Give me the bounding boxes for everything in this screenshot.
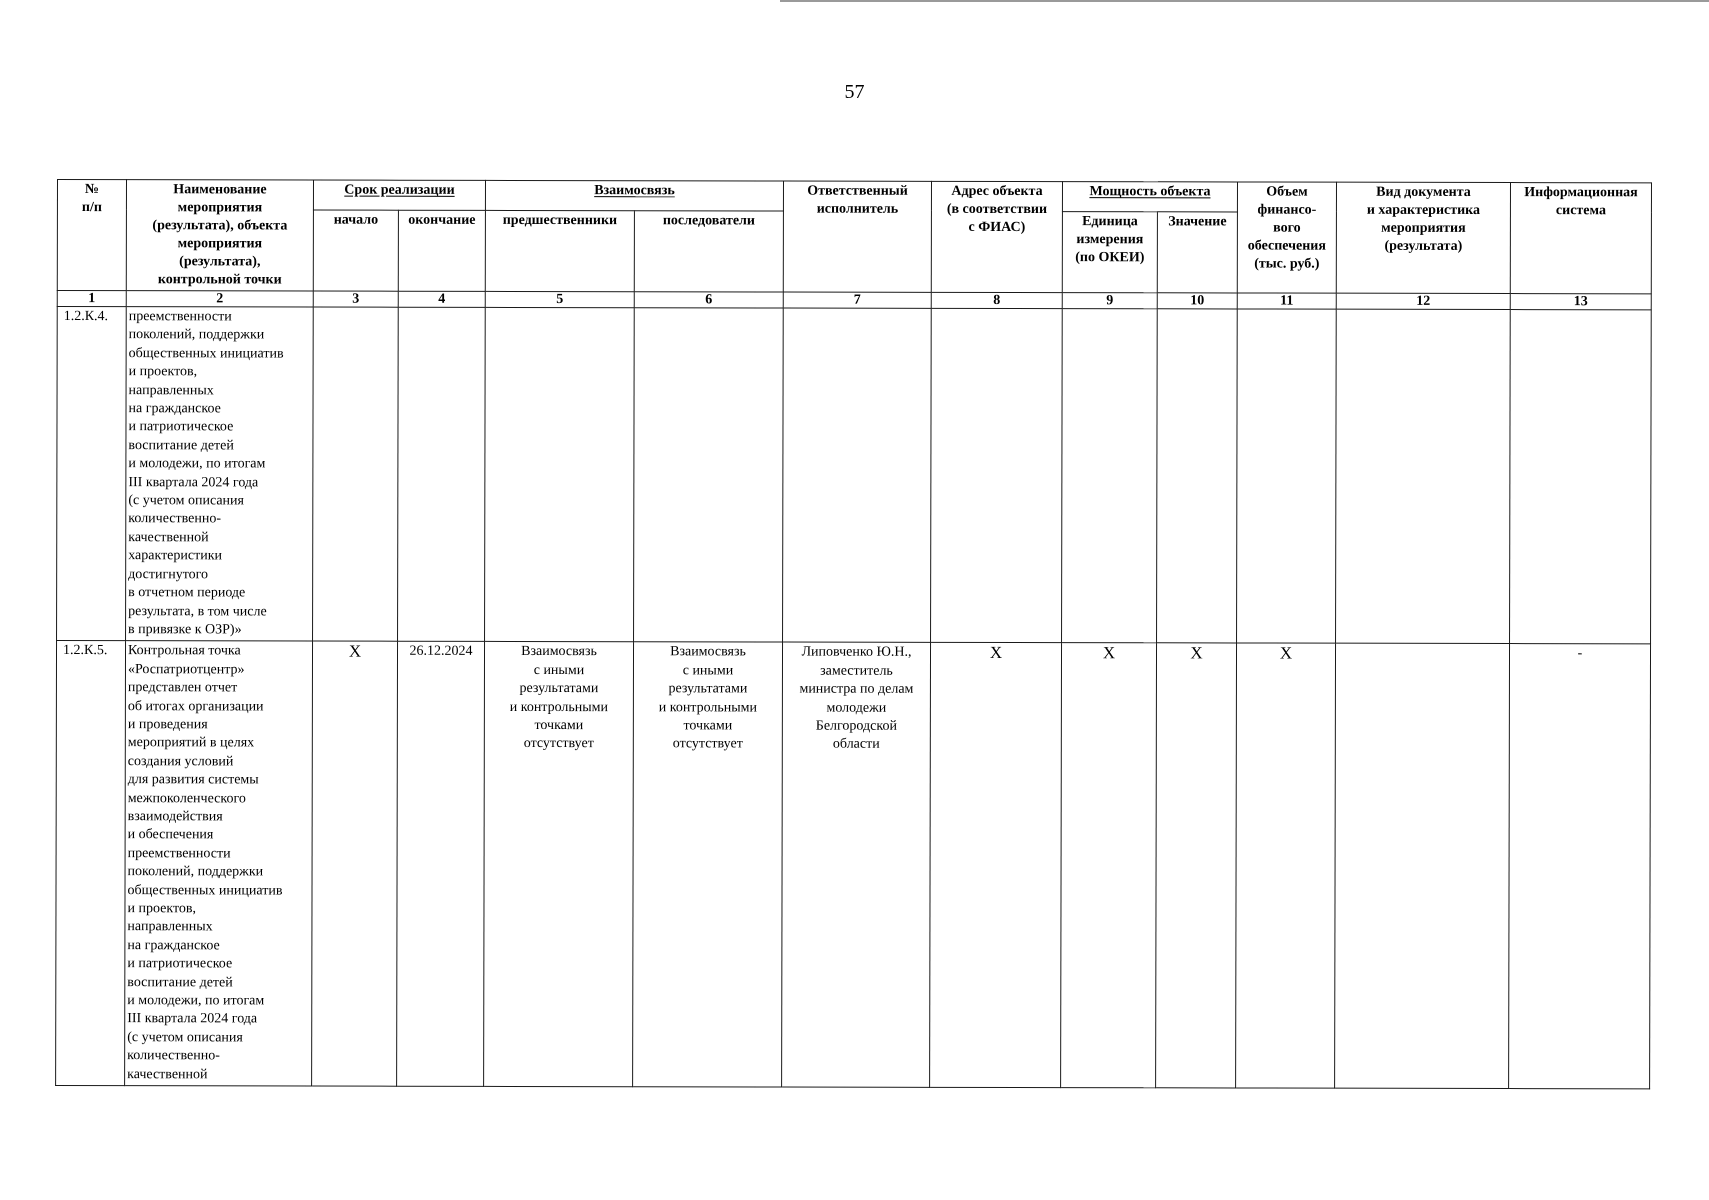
header-term-end: окончание bbox=[398, 210, 485, 291]
row-address bbox=[931, 308, 1063, 643]
row-start: X bbox=[312, 641, 398, 1086]
row-executor bbox=[783, 308, 932, 643]
header-term: Срок реализации bbox=[313, 180, 485, 210]
row-info-system bbox=[1510, 310, 1652, 645]
row-value: X bbox=[1156, 643, 1237, 1088]
header-capacity: Мощность объекта bbox=[1062, 182, 1237, 212]
row-unit: X bbox=[1061, 643, 1157, 1088]
row-end bbox=[398, 307, 486, 641]
page-number: 57 bbox=[844, 81, 865, 103]
row-value bbox=[1157, 309, 1238, 643]
column-number: 13 bbox=[1510, 294, 1651, 310]
table-row bbox=[56, 641, 1651, 1089]
column-number: 5 bbox=[485, 291, 634, 307]
scan-edge-line bbox=[780, 0, 1709, 2]
row-name: Контрольная точка «Роспатриотцентр» представлен отчет об итогах организации и проведения мероприятий в целях создания условий для развития системы межпоколенческого взаимодействия и обеспечения преемственности поколений, поддержки общественных инициатив и проектов, направленных на гражданское и патриотическое воспитание детей и молодежи, по итогам III квартала 2024 года (с учетом описания количественно- качественной bbox=[125, 641, 313, 1086]
header-finance: Объем финансо- вого обеспечения (тыс. руб.) bbox=[1237, 182, 1336, 293]
header-link-next: последователи bbox=[634, 211, 783, 292]
header-doc-type: Вид документа и характеристика мероприятия (результата) bbox=[1336, 182, 1510, 293]
header-capacity-unit: Единица измерения (по ОКЕИ) bbox=[1062, 211, 1157, 292]
header-address: Адрес объекта (в соответствии с ФИАС) bbox=[931, 181, 1062, 292]
row-name: преемственности поколений, поддержки общественных инициатив и проектов, направленных на гражданское и патриотическое воспитание детей и молодежи, по итогам III квартала 2024 года (с учетом описания количественно- качественной характеристики достигнутого в отчетном периоде результата, в том числе в привязке к ОЗР)» bbox=[126, 307, 314, 642]
row-finance: X bbox=[1236, 643, 1336, 1088]
header-link: Взаимосвязь bbox=[485, 180, 783, 210]
column-number: 2 bbox=[126, 291, 313, 307]
row-code: 1.2.К.5. bbox=[56, 641, 126, 1086]
header-info-system: Информационная система bbox=[1510, 183, 1651, 294]
header-link-prev: предшественники bbox=[485, 210, 634, 291]
row-address: X bbox=[930, 643, 1062, 1088]
column-number: 9 bbox=[1062, 293, 1157, 309]
row-unit bbox=[1062, 309, 1158, 644]
column-number: 6 bbox=[634, 292, 783, 308]
header-row-1 bbox=[57, 180, 1651, 213]
column-number: 10 bbox=[1157, 293, 1237, 309]
row-successors bbox=[634, 308, 784, 643]
plan-table bbox=[55, 179, 1652, 1089]
header-capacity-value: Значение bbox=[1157, 212, 1237, 293]
row-doc-type bbox=[1336, 309, 1511, 644]
row-code: 1.2.К.4. bbox=[57, 307, 127, 641]
row-predecessors: Взаимосвязь с иными результатами и контрольными точками отсутствует bbox=[484, 642, 634, 1087]
row-finance bbox=[1237, 309, 1337, 644]
column-number: 7 bbox=[783, 292, 931, 308]
column-number: 8 bbox=[931, 292, 1062, 308]
column-number: 1 bbox=[57, 291, 126, 307]
table-row bbox=[57, 307, 1652, 645]
row-doc-type bbox=[1335, 643, 1510, 1088]
row-start bbox=[313, 307, 399, 641]
row-predecessors bbox=[485, 307, 635, 642]
row-info-system: - bbox=[1509, 644, 1651, 1089]
column-number: 3 bbox=[313, 291, 398, 307]
column-number: 11 bbox=[1237, 293, 1336, 309]
header-executor: Ответственный исполнитель bbox=[783, 181, 931, 292]
header-num: № п/п bbox=[57, 180, 126, 291]
row-successors: Взаимосвязь с иными результатами и контрольными точками отсутствует bbox=[633, 642, 783, 1087]
row-end: 26.12.2024 bbox=[397, 642, 485, 1087]
header-term-start: начало bbox=[313, 210, 398, 291]
column-number: 4 bbox=[398, 291, 485, 307]
header-name: Наименование мероприятия (результата), объекта мероприятия (результата), контрольной точки bbox=[126, 180, 313, 291]
column-number: 12 bbox=[1336, 293, 1510, 309]
row-executor: Липовченко Ю.Н., заместитель министра по делам молодежи Белгородской области bbox=[782, 642, 931, 1087]
